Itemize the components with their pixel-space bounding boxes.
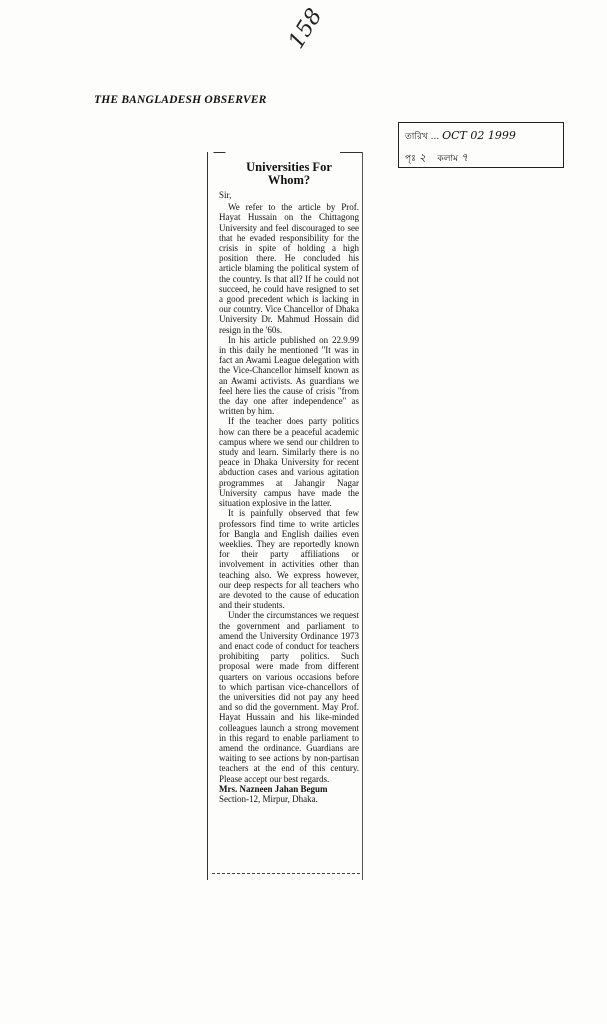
- newspaper-masthead: THE BANGLADESH OBSERVER: [94, 94, 267, 106]
- headline-line-1: Universities For: [246, 160, 332, 174]
- stamp-page-row: [405, 149, 468, 168]
- letter-signature: Mrs. Nazneen Jahan Begum: [219, 783, 328, 794]
- headline-line-2: Whom?: [267, 173, 311, 187]
- handwritten-page-number: 158: [284, 4, 328, 54]
- letter-paragraph: Under the circumstances we request the government and parliament to amend the University Ordinance 1973 and enact code of conduct for teachers prohibiting party politics. Such proposal were made from different quarters on various occasions before to which partisan vice-chancellors of the universities did not pay any heed and so did the government. May Prof. Hayat Hussain and his like-minded colleagues launch a strong movement in this regard to enable parliament to amend the ordinance. Guardians are waiting to see actions by non-partisan teachers at the end of this century. Please accept our best regards.: [219, 610, 359, 784]
- stamp-column-value: ৭: [460, 151, 469, 164]
- letter-address: Section-12, Mirpur, Dhaka.: [219, 793, 318, 804]
- letter-paragraph: We refer to the article by Prof. Hayat Hussain on the Chittagong University and feel discouraged to see that he evaded responsibility for the crisis in spite of holding a high position there. He concluded his article blaming the political system of the country. Is that all? If he could not succeed, he could have resigned to set a good precedent which is lacking in our country. Vice Chancellor of Dhaka University Dr. Mahmud Hossain did resign in the '60s.: [219, 202, 359, 335]
- letter-salutation: Sir,: [219, 190, 232, 200]
- stamp-column-label: কলাম: [437, 154, 459, 164]
- stamp-date-value: OCT 02 1999: [442, 129, 516, 142]
- stamp-date-label: তারিখ ...: [405, 132, 440, 142]
- article-headline: [219, 161, 359, 187]
- clipping-bottom-edge: [212, 873, 360, 874]
- stamp-page-value: ২: [418, 151, 426, 164]
- letter-article: [219, 161, 359, 804]
- letter-paragraph: In his article published on 22.9.99 in this daily he mentioned "It was in fact an Awami League delegation with the Vice-Chancellor himself known as an Awami activists. As guardians we feel here lies the cause of crisis "from the day one after independence" as written by him.: [219, 334, 359, 417]
- stamp-page-label: পৃঃ: [405, 154, 416, 164]
- clipping-date-stamp: [398, 122, 564, 168]
- letter-paragraph: It is painfully observed that few professors find time to write articles for Bangla and English dailies even weeklies. They are reportedly known for their party affiliations or involvement in activities other than teaching also. We express however, our deep respects for all teachers who are devoted to the cause of education and their students.: [219, 508, 359, 611]
- letter-paragraph: If the teacher does party politics how can there be a peaceful academic campus where we send our children to study and learn. Similarly there is no peace in Dhaka University for recent abduction cases and various agitation programmes at Jahangir Nagar University campus have made the situation explosive in the latter.: [219, 416, 359, 509]
- stamp-date-row: [405, 129, 516, 144]
